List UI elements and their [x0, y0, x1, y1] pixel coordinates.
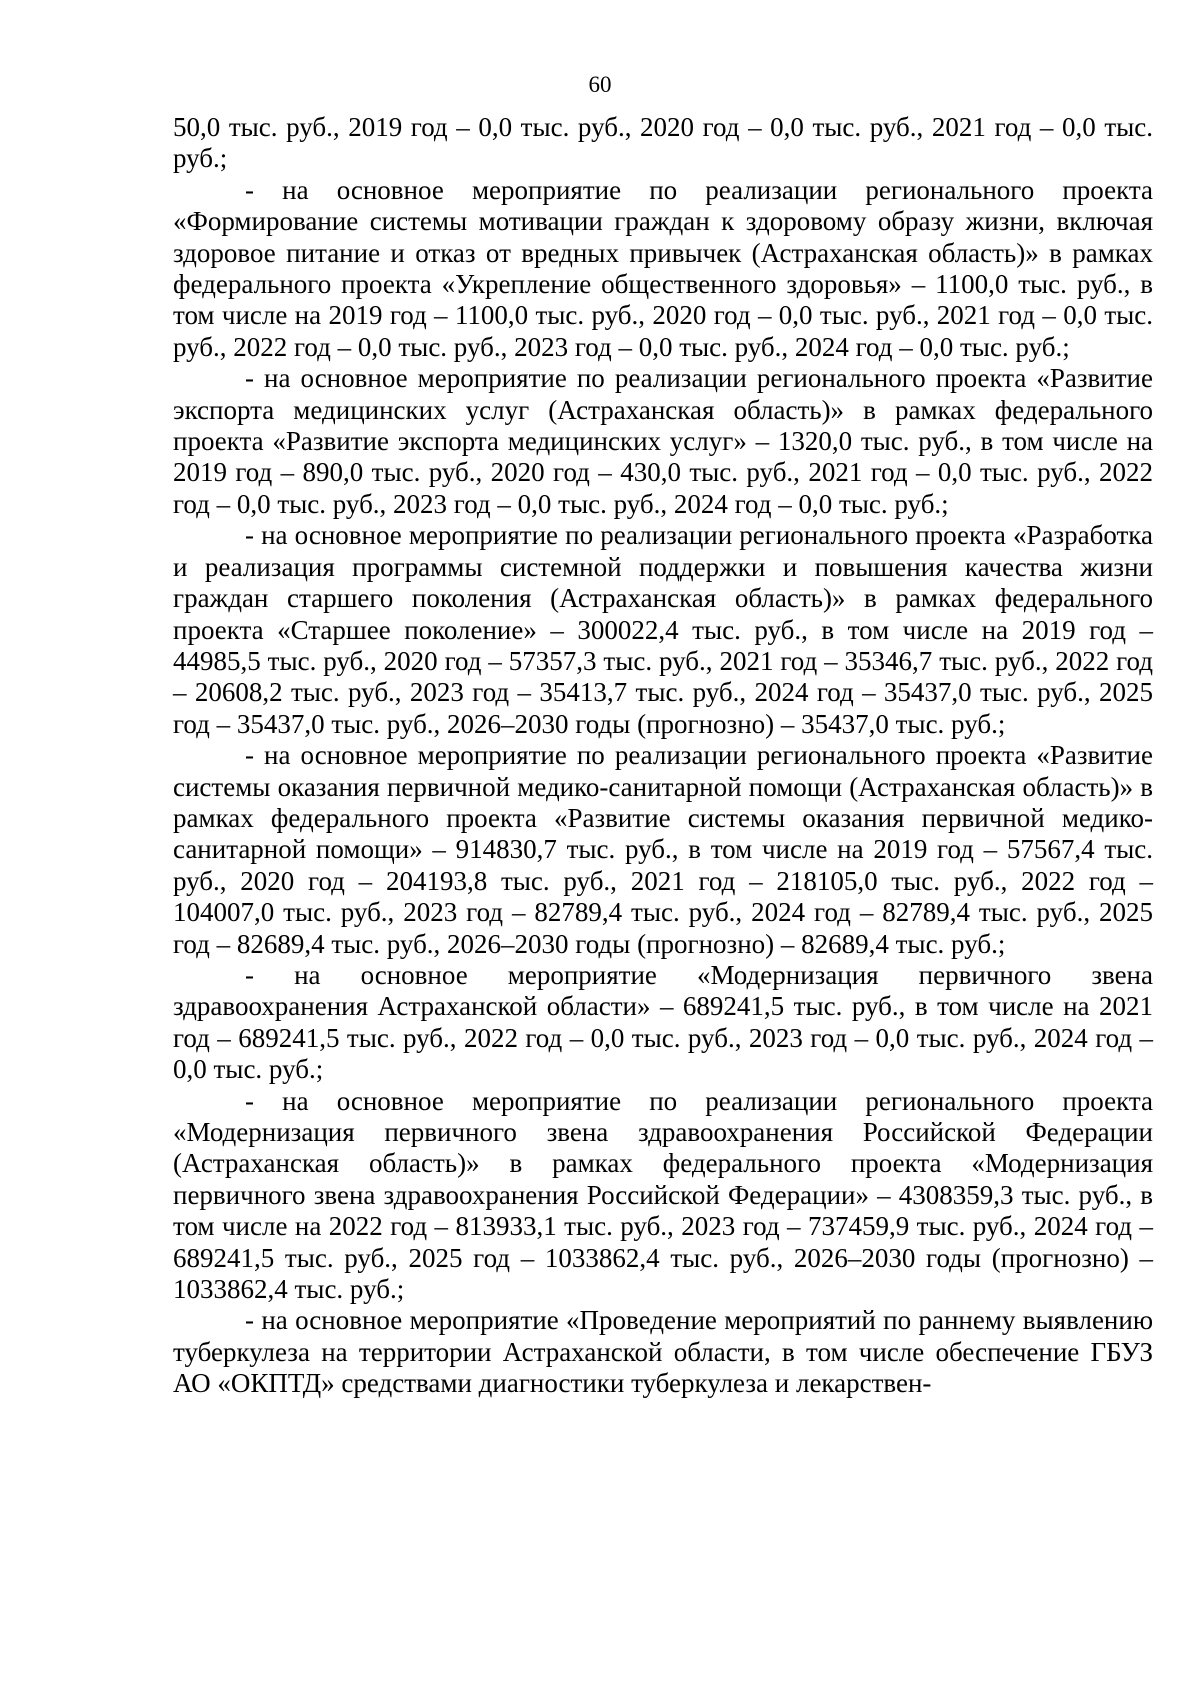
paragraph-older-generation: - на основное мероприятие по реализации регионального проекта «Разработка и реализация программы системной поддержки и повышения качества жизни граждан старшего поколения (Астраханская область)» в рамках федерального проекта «Старшее поколение» – 300022,4 тыс. руб., в том числе на 2019 год – 44985,5 тыс. руб., 2020 год – 57357,3 тыс. руб., 2021 год – 35346,7 тыс. руб., 2022 год – 20608,2 тыс. руб., 2023 год – 35413,7 тыс. руб., 2024 год – 35437,0 тыс. руб., 2025 год – 35437,0 тыс. руб., 2026–2030 годы (прогнозно) – 35437,0 тыс. руб.;	[173, 520, 1153, 739]
paragraph-primary-care: - на основное мероприятие по реализации регионального проекта «Развитие системы оказания первичной медико-санитарной помощи (Астраханская область)» в рамках федерального проекта «Развитие системы оказания первичной медико-санитарной помощи» – 914830,7 тыс. руб., в том числе на 2019 год – 57567,4 тыс. руб., 2020 год – 204193,8 тыс. руб., 2021 год – 218105,0 тыс. руб., 2022 год – 104007,0 тыс. руб., 2023 год – 82789,4 тыс. руб., 2024 год – 82789,4 тыс. руб., 2025 год – 82689,4 тыс. руб., 2026–2030 годы (прогнозно) – 82689,4 тыс. руб.;	[173, 740, 1153, 959]
page-number: 60	[588, 72, 612, 97]
paragraph-medical-export: - на основное мероприятие по реализации регионального проекта «Развитие экспорта медицинских услуг (Астраханская область)» в рамках федерального проекта «Развитие экспорта медицинских услуг» – 1320,0 тыс. руб., в том числе на 2019 год – 890,0 тыс. руб., 2020 год – 430,0 тыс. руб., 2021 год – 0,0 тыс. руб., 2022 год – 0,0 тыс. руб., 2023 год – 0,0 тыс. руб., 2024 год – 0,0 тыс. руб.;	[173, 363, 1153, 519]
paragraph-modernization-federal: - на основное мероприятие по реализации регионального проекта «Модернизация первичного звена здравоохранения Российской Федерации (Астраханская область)» в рамках федерального проекта «Модернизация первичного звена здравоохранения Российской Федерации» – 4308359,3 тыс. руб., в том числе на 2022 год – 813933,1 тыс. руб., 2023 год – 737459,9 тыс. руб., 2024 год – 689241,5 тыс. руб., 2025 год – 1033862,4 тыс. руб., 2026–2030 годы (прогнозно) – 1033862,4 тыс. руб.;	[173, 1085, 1153, 1305]
document-body	[173, 112, 1153, 1400]
paragraph-modernization-regional: - на основное мероприятие «Модернизация первичного звена здравоохранения Астраханской области» – 689241,5 тыс. руб., в том числе на 2021 год – 689241,5 тыс. руб., 2022 год – 0,0 тыс. руб., 2023 год – 0,0 тыс. руб., 2024 год – 0,0 тыс. руб.;	[173, 959, 1153, 1085]
paragraph-healthy-lifestyle: - на основное мероприятие по реализации регионального проекта «Формирование системы мотивации граждан к здоровому образу жизни, включая здоровое питание и отказ от вредных привычек (Астраханская область)» в рамках федерального проекта «Укрепление общественного здоровья» – 1100,0 тыс. руб., в том числе на 2019 год – 1100,0 тыс. руб., 2020 год – 0,0 тыс. руб., 2021 год – 0,0 тыс. руб., 2022 год – 0,0 тыс. руб., 2023 год – 0,0 тыс. руб., 2024 год – 0,0 тыс. руб.;	[173, 174, 1153, 362]
paragraph-continuation: 50,0 тыс. руб., 2019 год – 0,0 тыс. руб., 2020 год – 0,0 тыс. руб., 2021 год – 0,0 тыс. руб.;	[173, 112, 1153, 174]
paragraph-tuberculosis: - на основное мероприятие «Проведение мероприятий по раннему выявлению туберкулеза на территории Астраханской области, в том числе обеспечение ГБУЗ АО «ОКПТД» средствами диагностики туберкулеза и лекарствен-	[173, 1305, 1153, 1399]
